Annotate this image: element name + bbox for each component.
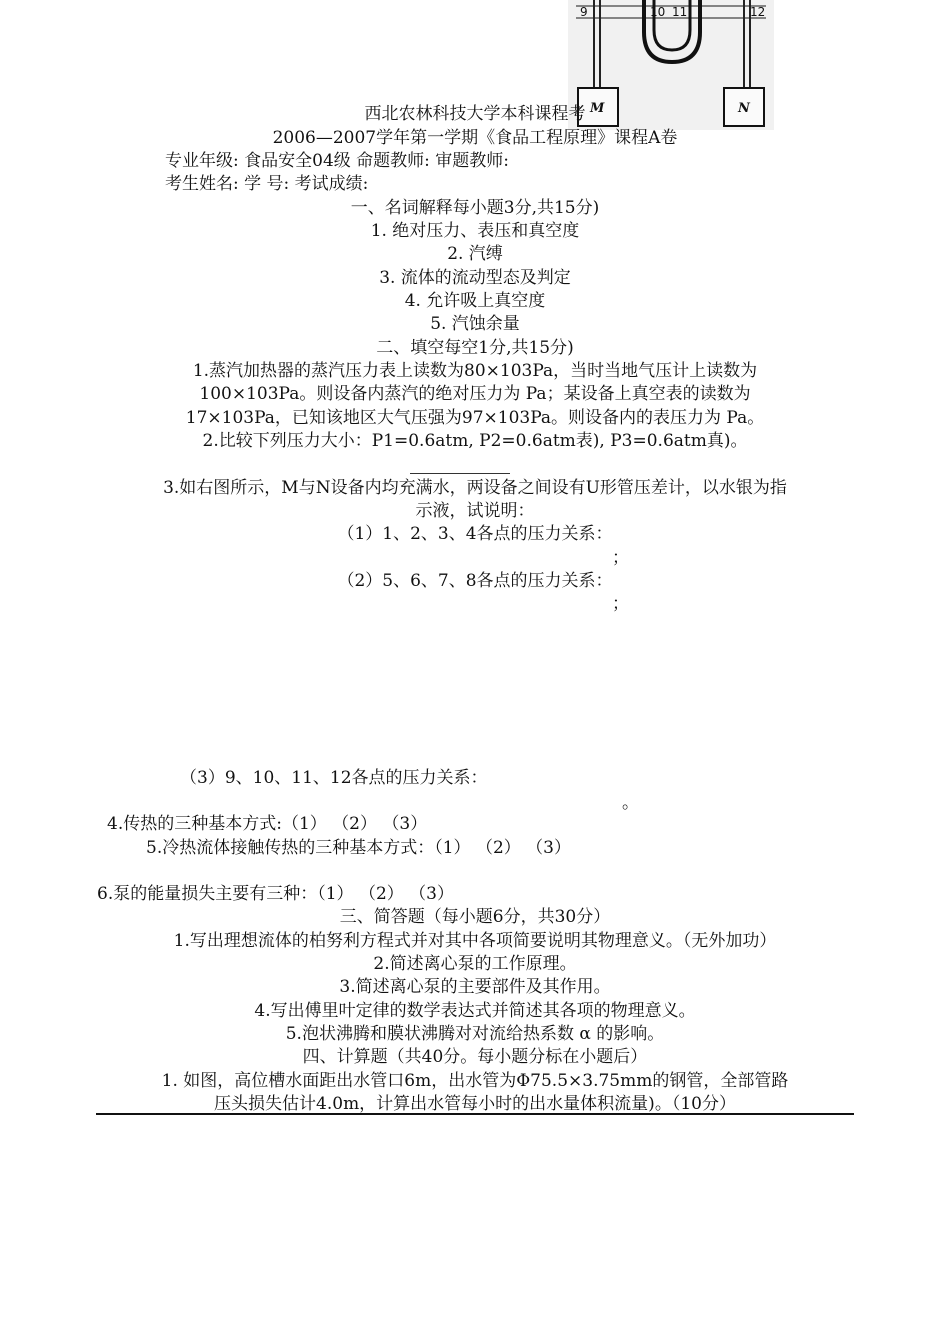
exam-info-line-1: 专业年级: 食品安全04级 命题教师: 审题教师: [165,151,510,171]
figure-label-10: 10 [650,5,666,19]
section2-q1-line2: 100×103Pa。则设备内蒸汽的绝对压力为 Pa；某设备上真空表的读数为 [199,384,751,404]
section2-q5: 5.冷热流体接触传热的三种基本方式：（1） （2） （3） [146,838,571,858]
figure-label-11: 11 [672,5,688,19]
section1-title: 一、名词解释每小题3分,共15分) [350,198,600,218]
section2-q1-line3: 17×103Pa，已知该地区大气压强为97×103Pa。则设备内的表压力为 Pa。 [185,408,765,428]
section3-item: 2.简述离心泵的工作原理。 [373,954,577,974]
section2-q2: 2.比较下列压力大小：P1=0.6atm, P2=0.6atm表), P3=0.6atm真)。 [202,431,748,451]
figure-label-n: N [738,101,750,116]
section1-item: 4. 允许吸上真空度 [404,291,546,311]
section3-item: 5.泡状沸腾和膜状沸腾对对流给热系数 α 的影响。 [285,1024,665,1044]
section1-item: 2. 汽缚 [447,244,503,264]
section2-q3-sub1: （1）1、2、3、4各点的压力关系： [337,524,613,544]
section2-q6: 6.泵的能量损失主要有三种：（1） （2） （3） [97,884,454,904]
section3-item: 3.简述离心泵的主要部件及其作用。 [339,977,611,997]
section4-q1-line1: 1. 如图，高位槽水面距出水管口6m，出水管为Φ75.5×3.75mm的钢管，全部管路 [161,1071,789,1091]
answer-semicolon: ； [612,594,629,614]
section3-title: 三、简答题（每小题6分，共30分） [339,907,611,927]
answer-semicolon: ； [612,548,629,568]
section1-item: 1. 绝对压力、表压和真空度 [370,221,580,241]
bottom-rule [96,1113,854,1115]
section1-item: 5. 汽蚀余量 [430,314,520,334]
exam-info-line-2: 考生姓名: 学 号: 考试成绩: [165,174,369,194]
answer-blank-underline [410,473,510,474]
figure-label-9: 9 [580,5,588,19]
section2-q4: 4.传热的三种基本方式:（1） （2） （3） [107,814,428,834]
section2-q3-sub3: （3）9、10、11、12各点的压力关系： [180,768,488,788]
figure-label-12: 12 [750,5,766,19]
figure-label-m: M [590,101,605,116]
section2-q3-line2: 示液，试说明： [415,501,535,521]
exam-title: 2006—2007学年第一学期《食品工程原理》课程A卷 [272,128,678,148]
answer-period: 。 [622,793,639,813]
section2-q3-sub2: （2）5、6、7、8各点的压力关系： [337,571,613,591]
school-title: 西北农林科技大学本科课程考 [364,104,586,124]
section2-q3-line1: 3.如右图所示，M与N设备内均充满水，两设备之间设有U形管压差计，以水银为指 [163,478,787,498]
section3-item: 1.写出理想流体的柏努利方程式并对其中各项简要说明其物理意义。（无外加功） [173,931,777,951]
section4-title: 四、计算题（共40分。每小题分标在小题后） [302,1047,648,1067]
section2-q1-line1: 1.蒸汽加热器的蒸汽压力表上读数为80×103Pa，当时当地气压计上读数为 [192,361,758,381]
section1-item: 3. 流体的流动型态及判定 [379,268,571,288]
section4-q1-line2: 压头损失估计4.0m，计算出水管每小时的出水量体积流量)。（10分） [214,1094,736,1114]
section3-item: 4.写出傅里叶定律的数学表达式并简述其各项的物理意义。 [254,1001,696,1021]
section2-title: 二、填空每空1分,共15分) [376,338,574,358]
